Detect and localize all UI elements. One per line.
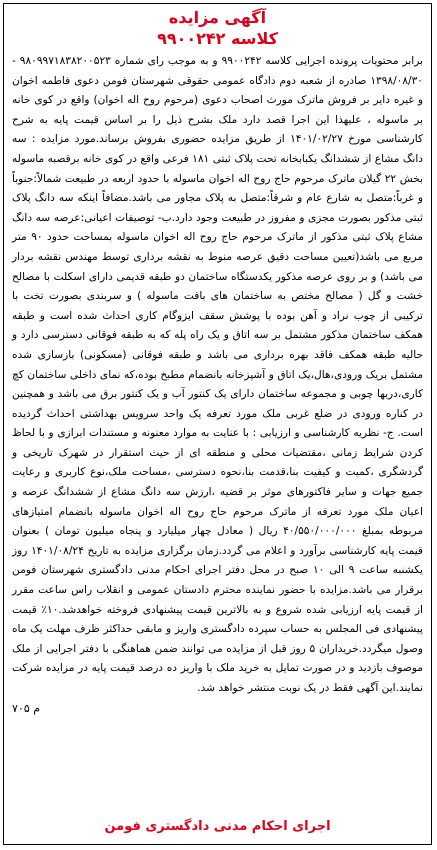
notice-body: برابر محتویات پرونده اجرایی کلاسه ۹۹۰۰۲۴۲ و به موجب رای شماره ۹۸۰۹۹۷۱۸۳۸۲۰۰۵۲۳ - ۱۳۹۸/۰۸/۳۰ صادره از شعبه دوم دادگاه عمومی حقوقی شهرستان فومن دعوی فاطمه اخوان و غیره دایر بر فروش ماترک مورث اصحاب دعوی (مرحوم روح اله اخوان) واقع در کوی خانه بر ماسوله ، علیهذا این اجرا قصد دارد ملک بشرح ذیل را بر اساس قیمت پایه به شرح کارشناسی مورخ ۱۴۰۱/۰۲/۲۷ از طریق مزایده حضوری بفروش برساند.مورد مزایده : سه دانگ مشاع از ششدانگ یکبابخانه تحت پلاک ثبتی ۱۸۱ فرعی واقع در کوی خانه برقصبه ماسوله بخش ۲۲ گیلان ماترک مرحوم حاج روح اله اخوان ماسوله با حدود اربعه در طبیعت شمالاً:جنوباً و غرباً:متصل به شارع عام و شرقاً:متصل به پلاک مجاور می باشد.مضافاً اینکه سه دانگ پلاک ثبتی مذکور بصورت مجزی و مفروز در طبیعت وجود دارد.ب- توصیفات اعیانی:عرصه سه دانگ مشاع پلاک ثبتی مذکور از ماترک مرحوم حاج روح اله اخوان ماسوله بمساحت حدود ۹۰ متر مربع می باشد(تعیین مساحت دقیق عرصه منوط به نقشه برداری توسط مهندس نقشه بردار می باشد) و بر روی عرصه مذکور یکدستگاه ساختمان دو طبقه قدیمی دارای اسکلت با مصالح خشت و گل ( مصالح مختص به ساختمان های بافت ماسوله ) و سربندی بصورت تخت با ترکیبی از چوب نراد و آهن بوده با پوشش سقف ایزوگام کاری احداث شده است و طبقه همکف ساختمان مذکور مشتمل بر سه اتاق و یک راه پله که به طبقه فوقانی دسترسی دارد و حالیه طبقه همکف فاقد بهره برداری می باشد و طبقه فوقانی (مسکونی) بازسازی شده مشتمل بریک ورودی،هال،یک اتاق و آشپزخانه بانضمام مطبخ بوده،که نمای داخلی ساختمان کچ کاری،دربها چوبی و مجموعه ساختمان دارای یک کنتور آب و یک کنتور برق می باشد و همچنین در کناره ورودی در ضلع غربی ملک مورد تعرفه یک واحد سرویس بهداشتی احداث گردیده است. ج- نظریه کارشناسی و ارزیابی : با عنایت به موارد معنونه و مستندات ابرازی و با لحاظ کردن شرایط زمانی ،مقتضیات محلی و منطقه ای از حیث استقرار در شهرک تاریخی و گردشگری ،کمیت و کیفیت بنا،قدمت بنا،نحوه دسترسی ،مساحت ملک،نوع کاربری و رعایت جمیع جهات و سایر فاکتورهای موثر بر قضیه ،ارزش سه دانگ مشاع از ششدانگ عرصه و اعیان ملک مورد تعرفه از ماترک مرحوم حاج روح اله اخوان ماسوله بانضمام امتیازهای مربوطه بمبلغ ۴۰/۵۵۰/۰۰۰/۰۰۰ ریال ( معادل چهار میلیارد و پنجاه میلیون تومان ) بعنوان قیمت پایه کارشناسی برآورد و اعلام می گردد.زمان برگزاری مزایده به تاریخ ۱۴۰۱/۰۸/۲۴ روز یکشنبه ساعت ۹ الی ۱۰ صبح در محل دفتر اجرای احکام مدنی دادگستری شهرستان فومن برقرار می باشد.مزایده با حضور نماینده محترم دادستان عمومی و انقلاب راس ساعت مقرر از قیمت پایه ارزیابی شده شروع و به بالاترین قیمت پیشنهادی فروخته خواهدشد.۱۰٪ قیمت پیشنهادی فی المجلس به حساب سپرده دادگستری واریز و مابقی حداکثر ظرف مهلت یک ماه وصول میگردد.خریداران ۵ روز قبل از مزایده می توانند ضمن هماهنگی با دفتر اجرایی از ملک موصوف بازدید و در صورت تمایل به خرید ملک با واریز ده درصد قیمت پایه در مزایده شرکت نمایند.این آگهی فقط در یک نوبت منتشر خواهد شد. [12,55,424,694]
notice-class-number: کلاسه ۹۹۰۰۲۴۲ [157,29,278,48]
notice-header [12,7,423,49]
notice-signature: اجرای احکام مدنی دادگستری فومن [104,819,331,834]
auction-notice [3,3,432,845]
notice-code: م ۷۰۵ [12,701,41,715]
notice-title: آگهی مزایده [168,8,267,27]
